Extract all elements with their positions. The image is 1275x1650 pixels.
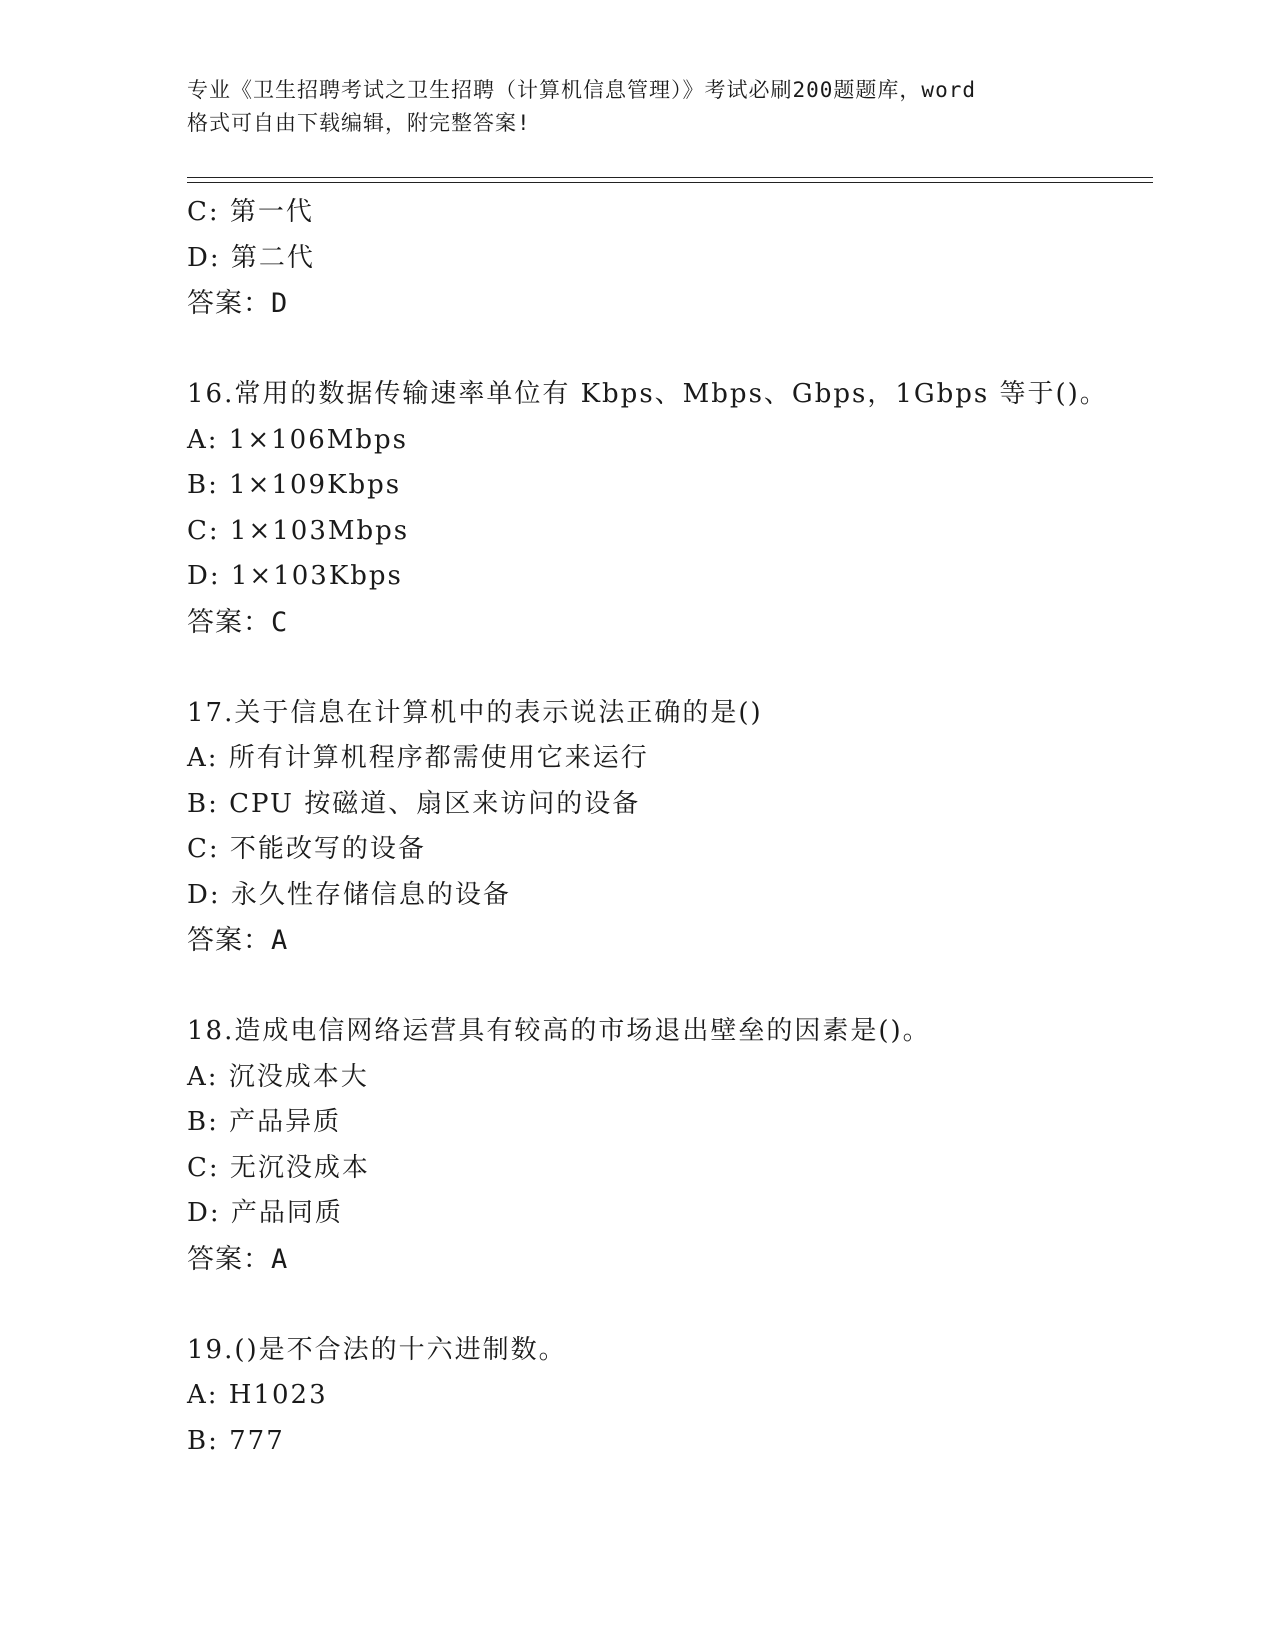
answer-line: 答案：A — [187, 925, 289, 956]
spacer — [187, 964, 1153, 1010]
question-16: 16.常用的数据传输速率单位有 Kbps、Mbps、Gbps，1Gbps 等于()。 — [187, 379, 1108, 409]
answer-line: 答案：A — [187, 1243, 289, 1275]
option-d: D: 产品同质 — [187, 1198, 343, 1228]
option-a: A: H1023 — [187, 1380, 328, 1410]
option-b: B: 777 — [187, 1425, 285, 1456]
spacer — [187, 1282, 1153, 1328]
option-d: D: 第二代 — [187, 242, 315, 273]
answer-line: 答案：C — [187, 606, 289, 638]
option-a: A: 1×106Mbps — [187, 424, 409, 455]
header-line-2: 格式可自由下载编辑，附完整答案! — [187, 111, 531, 135]
header-line-1: 专业《卫生招聘考试之卫生招聘（计算机信息管理）》考试必刷200题题库，word — [187, 78, 976, 102]
option-c: C: 不能改写的设备 — [187, 834, 426, 864]
option-d: D: 永久性存储信息的设备 — [187, 879, 511, 910]
question-19: 19.()是不合法的十六进制数。 — [187, 1334, 567, 1365]
question-17: 17.关于信息在计算机中的表示说法正确的是() — [187, 697, 763, 728]
spacer — [187, 645, 1153, 691]
option-a: A: 沉没成本大 — [187, 1061, 369, 1092]
header-divider-bottom — [187, 182, 1153, 183]
spacer — [187, 327, 1153, 373]
question-list — [187, 190, 1153, 1464]
option-c: C: 1×103Mbps — [187, 515, 410, 546]
question-18: 18.造成电信网络运营具有较高的市场退出壁垒的因素是()。 — [187, 1016, 931, 1046]
option-c: C: 第一代 — [187, 197, 314, 227]
document-header — [187, 74, 1087, 140]
option-a: A: 所有计算机程序都需使用它来运行 — [187, 743, 649, 773]
option-b: B: 1×109Kbps — [187, 470, 402, 500]
option-b: B: CPU 按磁道、扇区来访问的设备 — [187, 788, 641, 819]
answer-line: 答案：D — [187, 288, 289, 319]
header-divider-top — [187, 177, 1153, 178]
option-d: D: 1×103Kbps — [187, 561, 403, 591]
option-b: B: 产品异质 — [187, 1107, 342, 1137]
option-c: C: 无沉没成本 — [187, 1152, 370, 1183]
